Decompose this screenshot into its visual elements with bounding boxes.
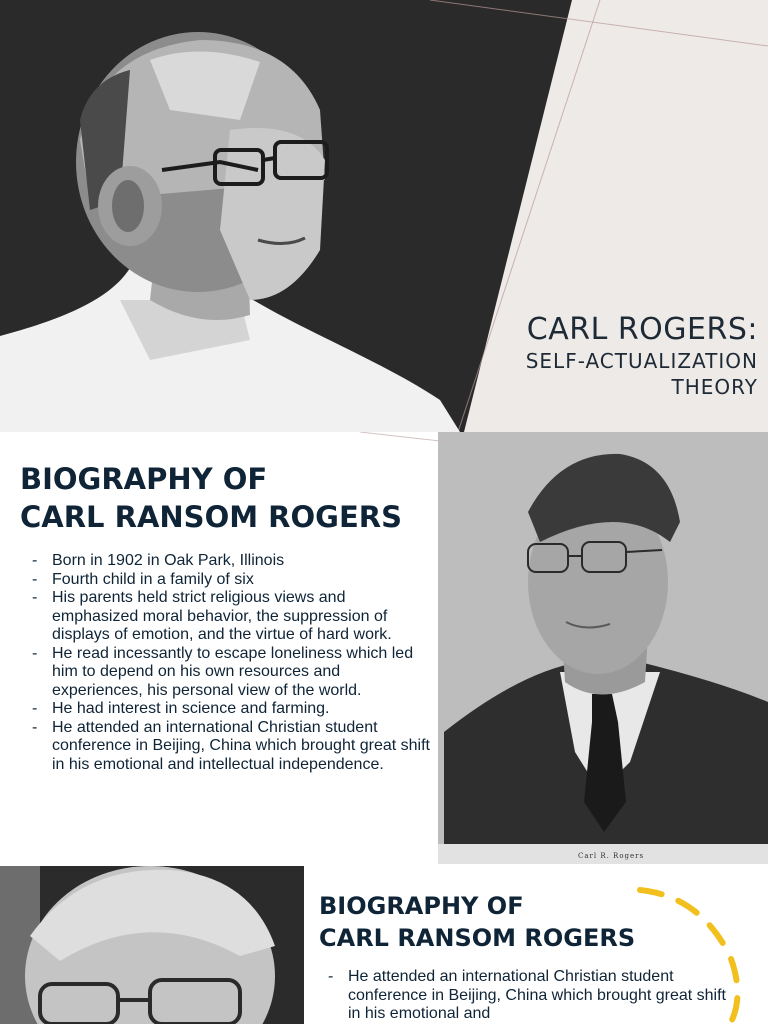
- list-item: - Fourth child in a family of six: [30, 571, 430, 590]
- slide-title: [526, 312, 758, 400]
- title-line-1: CARL ROGERS:: [526, 312, 758, 347]
- title-slide: [0, 0, 768, 432]
- list-item: - He had interest in science and farming.: [30, 700, 430, 719]
- title-line-2: SELF-ACTUALIZATION: [525, 349, 758, 373]
- list-item: - His parents held strict religious views and emphasized moral behavior, the suppression of displays of emotion, and the virtue of hard work.: [30, 589, 430, 645]
- biography-slide-continued: [0, 866, 768, 1024]
- heading-line-1: BIOGRAPHY OF: [319, 892, 524, 920]
- photo-caption: Carl R. Rogers: [578, 852, 645, 860]
- heading-line-1: BIOGRAPHY OF: [20, 462, 268, 496]
- list-item: - He attended an international Christian student conference in Beijing, China which brought great shift in his emotional and intellectual independence.: [30, 719, 430, 775]
- list-item: - He read incessantly to escape loneliness which led him to depend on his own resources and experiences, his personal view of the world.: [30, 645, 430, 701]
- biography-heading: [319, 890, 635, 954]
- list-item: - He attended an international Christian student conference in Beijing, China which brought great shift in his emotional and: [326, 968, 726, 1024]
- list-item: - Born in 1902 in Oak Park, Illinois: [30, 552, 430, 571]
- biography-list: [30, 552, 430, 774]
- heading-line-2: CARL RANSOM ROGERS: [319, 924, 636, 952]
- title-line-3: THEORY: [671, 375, 758, 399]
- biography-slide: [0, 432, 768, 866]
- rogers-photo: [438, 432, 768, 864]
- biography-list: [326, 968, 726, 1024]
- biography-heading: [20, 460, 402, 536]
- heading-line-2: CARL RANSOM ROGERS: [20, 500, 402, 534]
- rogers-older-photo: [0, 866, 304, 1024]
